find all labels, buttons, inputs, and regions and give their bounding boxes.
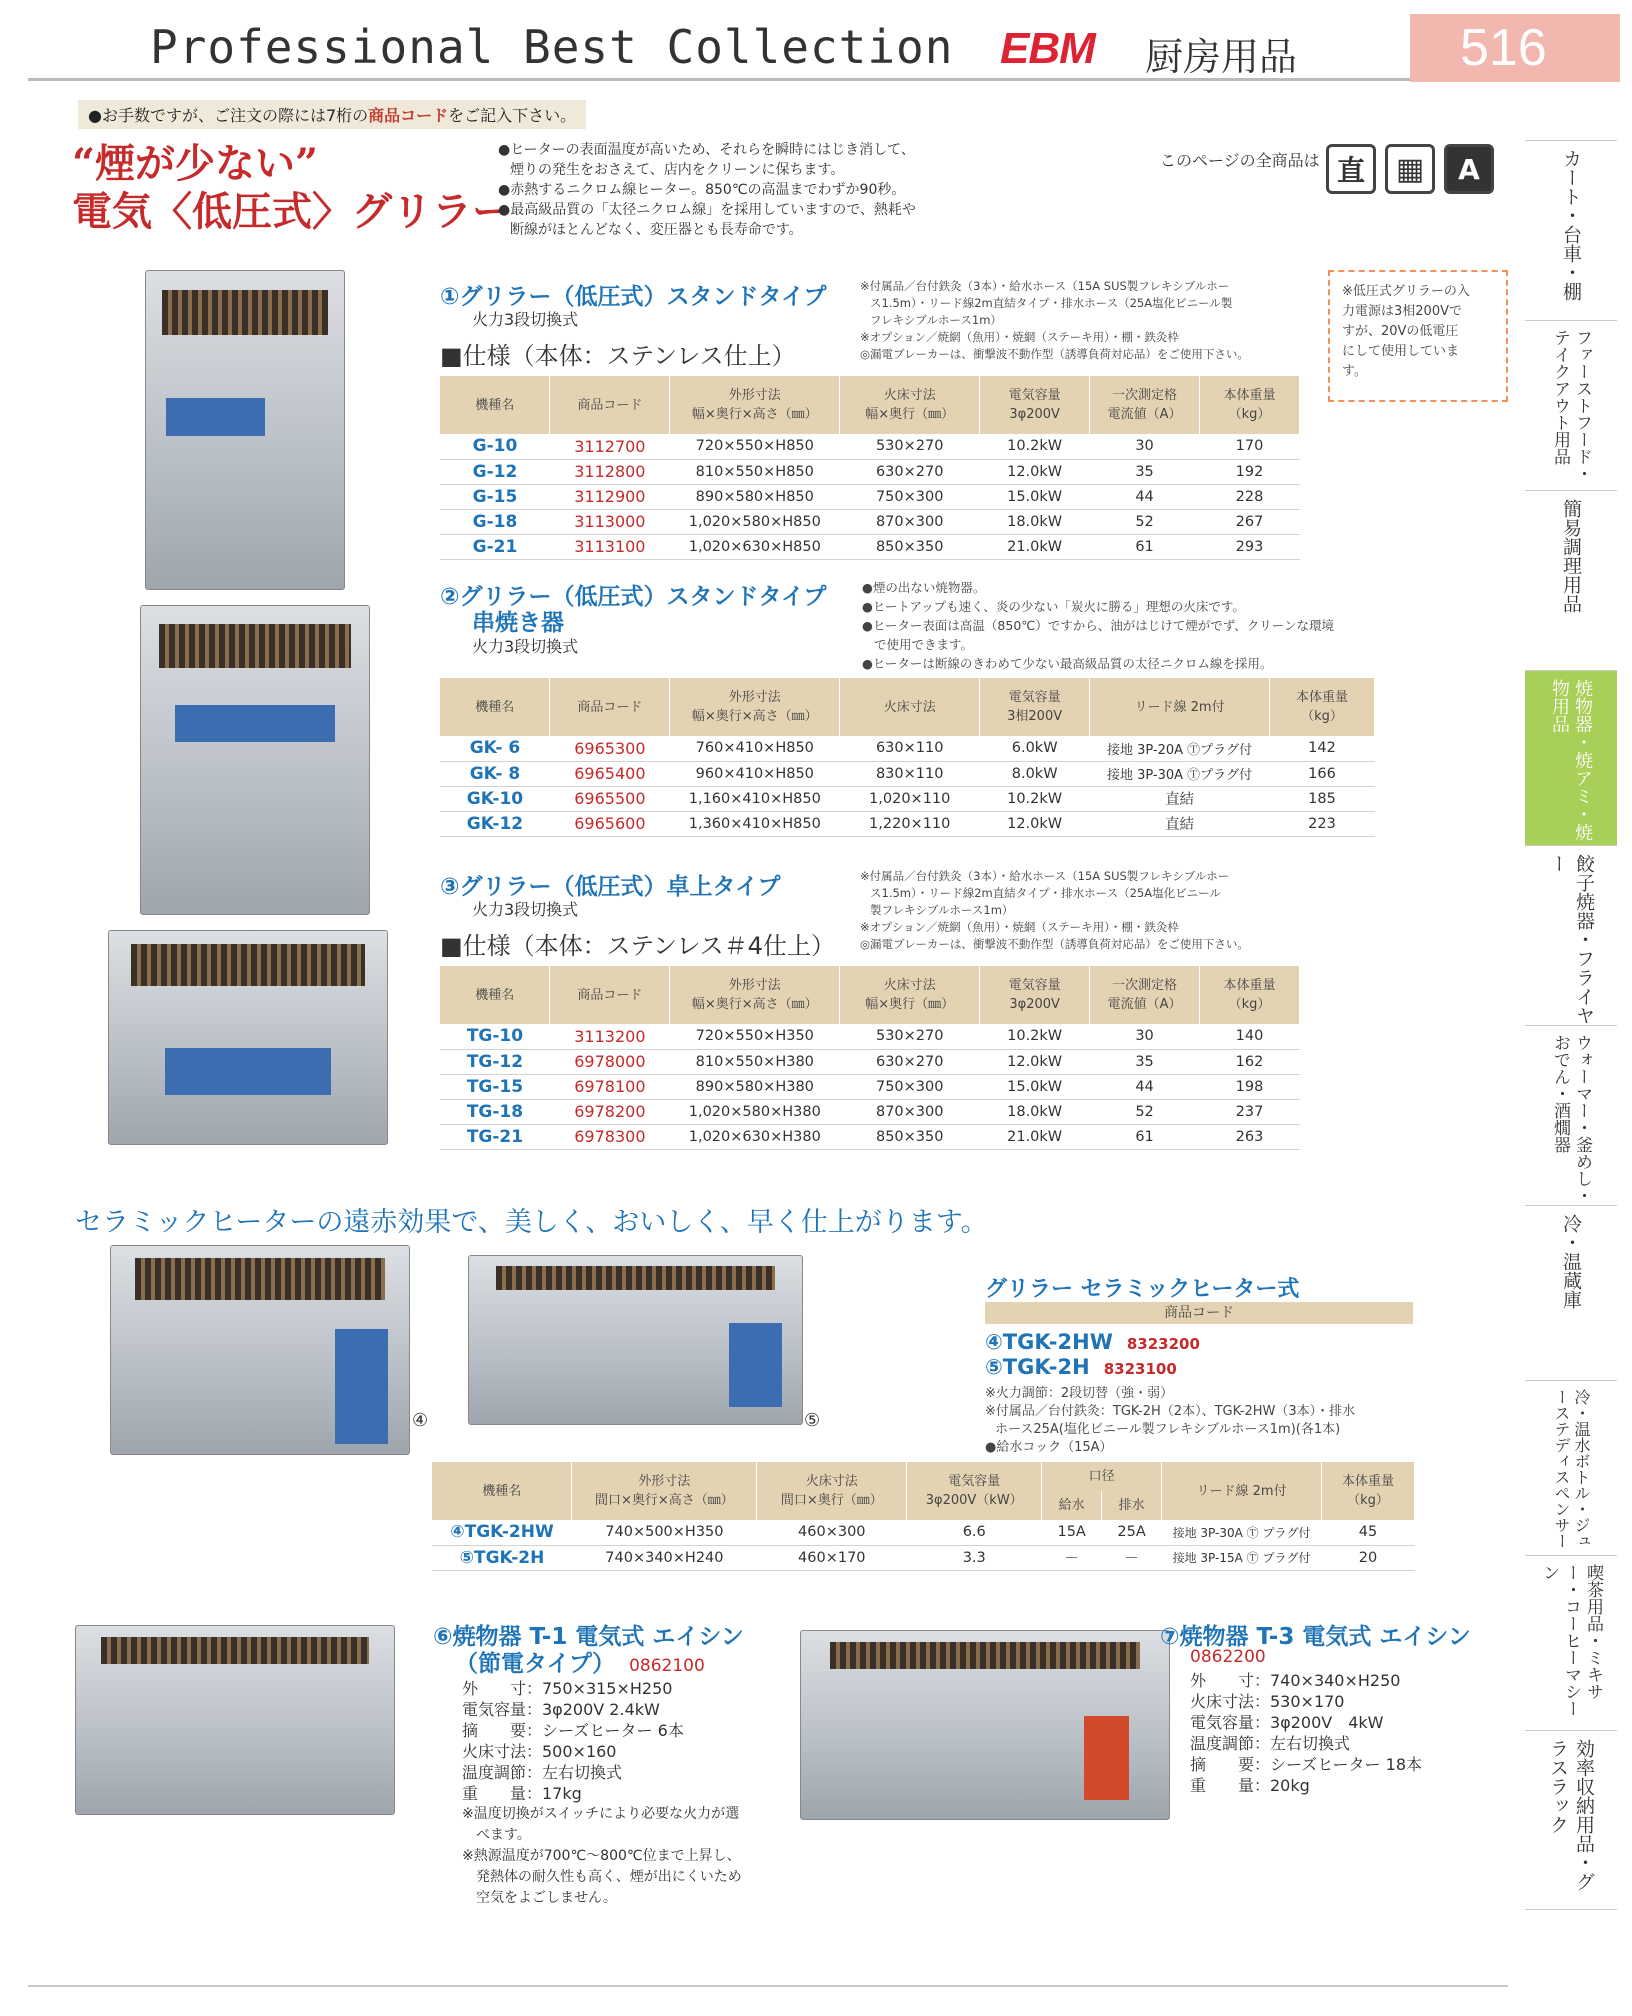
sidebar-label: 冷・温蔵庫 — [1560, 1214, 1582, 1309]
cell: 870×300 — [840, 1099, 980, 1124]
sidebar-label: 簡易調理用品 — [1560, 499, 1582, 613]
cell: 830×110 — [840, 761, 980, 786]
cell: 15.0kW — [980, 484, 1090, 509]
product-photo-t1 — [75, 1625, 395, 1815]
note-line: ※オプション／焼網（魚用）・焼網（ステーキ用）・棚・鉄灸枠 — [860, 330, 1179, 344]
intro-line: 断線がほとんどなく、変圧器とも長寿命です。 — [510, 222, 803, 238]
cell: － — [1102, 1545, 1162, 1570]
sidebar-item-water-bottle[interactable] — [1525, 1380, 1617, 1555]
cell: 61 — [1090, 1124, 1200, 1149]
cell: 263 — [1200, 1124, 1300, 1149]
note-line: ●給水コック（15A） — [985, 1440, 1113, 1455]
table-row — [440, 736, 1375, 761]
spec-line: ※温度切換がスイッチにより必要な火力が選 — [462, 1806, 740, 1822]
code-label-bar: 商品コード — [985, 1302, 1413, 1324]
col-header: 本体重量 （kg） — [1270, 678, 1375, 736]
page-headline — [72, 140, 512, 236]
col-header: リード線 2m付 — [1090, 678, 1270, 736]
cell: 18.0kW — [980, 1099, 1090, 1124]
sidebar-label: 喫茶用品・ミキサー・コーヒーマシーン — [1539, 1564, 1603, 1717]
cell: 直結 — [1090, 811, 1270, 836]
cell: 10.2kW — [980, 1024, 1090, 1049]
product-photo-g-series — [145, 270, 345, 590]
model-cell: GK- 8 — [440, 761, 550, 786]
cell: 15.0kW — [980, 1074, 1090, 1099]
photo-label-4: ④ — [412, 1410, 429, 1431]
section-7-title: ⑦焼物器 T-3 電気式 エイシン — [1160, 1624, 1471, 1650]
table-row — [440, 1024, 1300, 1049]
cell: 850×350 — [840, 534, 980, 559]
cell: 630×270 — [840, 1049, 980, 1074]
intro-line: ●ヒーターの表面温度が高いため、それらを瞬時にはじき消して、 — [498, 142, 915, 158]
cell: 接地 3P-20A Ⓣプラグ付 — [1090, 736, 1270, 761]
spec-table-1 — [440, 376, 1300, 560]
col-header: 電気容量 3φ200V — [980, 376, 1090, 434]
cell: 162 — [1200, 1049, 1300, 1074]
cell: 760×410×H850 — [670, 736, 840, 761]
cell: 20 — [1322, 1545, 1415, 1570]
model-cell: TG-18 — [440, 1099, 550, 1124]
section-1-title: ①グリラー（低圧式）スタンドタイプ — [440, 284, 827, 310]
cell: 740×340×H240 — [572, 1545, 757, 1570]
col-header: リード線 2m付 — [1162, 1462, 1322, 1520]
section-2-title-2: 串焼き器 — [472, 610, 564, 636]
table-row — [440, 459, 1300, 484]
col-header: 本体重量 （kg） — [1200, 966, 1300, 1024]
cell: 12.0kW — [980, 811, 1090, 836]
all-products-label: このページの全商品は — [1160, 151, 1320, 170]
cell: 12.0kW — [980, 1049, 1090, 1074]
code-cell: 3113100 — [550, 534, 670, 559]
cell: 10.2kW — [980, 434, 1090, 459]
cell: 30 — [1090, 1024, 1200, 1049]
intro-line: 煙りの発生をおさえて、店内をクリーンに保ちます。 — [510, 162, 845, 178]
code-cell: 3112800 — [550, 459, 670, 484]
cell: 460×170 — [757, 1545, 907, 1570]
model-cell: TG-15 — [440, 1074, 550, 1099]
spec-table-ceramic — [432, 1462, 1415, 1571]
col-header: 商品コード — [550, 678, 670, 736]
cell: 35 — [1090, 459, 1200, 484]
note-line: す。 — [1342, 364, 1367, 379]
code-cell: 6965400 — [550, 761, 670, 786]
cell: － — [1042, 1545, 1102, 1570]
note-line: にして使用していま — [1342, 344, 1460, 359]
bullet-line: ●煙の出ない焼物器。 — [862, 580, 986, 595]
note-line: ス1.5m）・リード線2m直結タイプ・排水ホース（25A塩化ビニール製 — [870, 296, 1233, 310]
cell: 267 — [1200, 509, 1300, 534]
model-code: 8323200 — [1126, 1335, 1200, 1353]
col-header: 機種名 — [440, 678, 550, 736]
bullet-line: ●ヒートアップも速く、炎の少ない「炭火に勝る」理想の火床です。 — [862, 599, 1245, 614]
model-cell: TG-12 — [440, 1049, 550, 1074]
note-line: ホース25A(塩化ビニール製フレキシブルホース1m)(各1本) — [995, 1422, 1341, 1437]
col-header: 火床寸法 間口×奥行（㎜） — [757, 1462, 907, 1520]
spec-line: 摘 要：シーズヒーター 18本 — [1190, 1755, 1423, 1774]
cell: 44 — [1090, 1074, 1200, 1099]
cell: 750×300 — [840, 484, 980, 509]
model-name: ④TGK-2HW — [985, 1330, 1113, 1354]
direct-icon: 直 — [1326, 144, 1376, 194]
cell: 185 — [1270, 786, 1375, 811]
spec-line: ※熱源温度が700℃～800℃位まで上昇し、 — [462, 1848, 741, 1864]
col-header: 外形寸法 幅×奥行×高さ（㎜） — [670, 678, 840, 736]
col-header: 電気容量 3φ200V（kW） — [907, 1462, 1042, 1520]
cell: 223 — [1270, 811, 1375, 836]
spec-line: 重 量：20kg — [1190, 1776, 1310, 1795]
cell: 530×270 — [840, 1024, 980, 1049]
cell: 21.0kW — [980, 1124, 1090, 1149]
section-6-title: ⑥焼物器 T-1 電気式 エイシン — [433, 1624, 744, 1650]
cell: 1,360×410×H850 — [670, 811, 840, 836]
spec-line: 電気容量：3φ200V 4kW — [1190, 1713, 1384, 1732]
building-icon: ▦ — [1385, 144, 1435, 194]
model-cell: ④TGK-2HW — [432, 1520, 572, 1545]
note-line: ◎漏電ブレーカーは、衝撃波不動作型（誘導負荷対応品）をご使用下さい。 — [860, 347, 1249, 361]
table-row — [440, 484, 1300, 509]
spec-line: 火床寸法：530×170 — [1190, 1692, 1345, 1711]
sidebar-item-warmer[interactable] — [1525, 1025, 1617, 1205]
section-1-spec: ■仕様（本体：ステンレス仕上） — [440, 342, 796, 370]
code-cell: 6965500 — [550, 786, 670, 811]
cell: 293 — [1200, 534, 1300, 559]
cell: 192 — [1200, 459, 1300, 484]
bullet-line: ●ヒーター表面は高温（850℃）ですから、油がはじけて煙がでず、クリーンな環境 — [862, 618, 1335, 633]
sidebar-label: 冷・温水ボトル・ジューステディスペンサー — [1552, 1389, 1591, 1549]
product-photo-t3 — [800, 1630, 1170, 1820]
sidebar-label: ファーストフード・テイクアウト用品 — [1550, 329, 1592, 482]
code-cell: 6978000 — [550, 1049, 670, 1074]
table-row — [440, 1099, 1300, 1124]
low-voltage-note — [1328, 270, 1508, 402]
bullet-line: で使用できます。 — [874, 637, 974, 652]
cell: 接地 3P-30A Ⓣ プラグ付 — [1162, 1520, 1322, 1545]
section-1-subtitle: 火力3段切換式 — [472, 310, 579, 329]
note-line: ※付属品／台付鉄灸（3本）・給水ホース（15A SUS製フレキシブルホー — [860, 869, 1230, 883]
cell: 142 — [1270, 736, 1375, 761]
product-photo-tgk-2h — [468, 1255, 803, 1425]
sidebar-label: 餃子焼器・フライヤー — [1547, 854, 1595, 1025]
ceramic-model-1 — [985, 1330, 1200, 1354]
code-cell: 3113000 — [550, 509, 670, 534]
cell: 6.6 — [907, 1520, 1042, 1545]
intro-line: ●赤熱するニクロム線ヒーター。850℃の高温までわずか90秒。 — [498, 182, 906, 198]
note-line: すが、20Vの低電圧 — [1342, 324, 1459, 339]
col-header: 排水 — [1102, 1491, 1162, 1520]
cell: 740×500×H350 — [572, 1520, 757, 1545]
cell: 720×550×H850 — [670, 434, 840, 459]
spec-line: 温度調節：左右切換式 — [462, 1763, 623, 1782]
cell: 237 — [1200, 1099, 1300, 1124]
code-cell: 6978200 — [550, 1099, 670, 1124]
table-row — [440, 811, 1375, 836]
table-row — [440, 434, 1300, 459]
category-label: 厨房用品 — [1145, 35, 1298, 79]
section-1-notes — [860, 278, 1249, 363]
section-3-subtitle: 火力3段切換式 — [472, 900, 579, 919]
cell: 接地 3P-30A Ⓣプラグ付 — [1090, 761, 1270, 786]
cell: 810×550×H850 — [670, 459, 840, 484]
spec-table-3 — [440, 966, 1300, 1150]
col-header: 外形寸法 幅×奥行×高さ（㎜） — [670, 376, 840, 434]
section-7-specs — [1190, 1670, 1422, 1796]
cell: 8.0kW — [980, 761, 1090, 786]
cell: 1,020×580×H380 — [670, 1099, 840, 1124]
sidebar-label: ウォーマー・釜めし・おでん・酒燗器 — [1550, 1034, 1592, 1204]
intro-line: ●最高級品質の「太径ニクロム線」を採用していますので、熱耗や — [498, 202, 916, 218]
col-header: 電気容量 3相200V — [980, 678, 1090, 736]
cell: 1,220×110 — [840, 811, 980, 836]
table-row — [440, 1074, 1300, 1099]
table-row — [432, 1545, 1415, 1570]
col-header: 商品コード — [550, 376, 670, 434]
cell: 1,020×630×H850 — [670, 534, 840, 559]
col-header: 本体重量 （kg） — [1200, 376, 1300, 434]
spec-line: 重 量：17kg — [462, 1784, 582, 1803]
note-line: 製フレキシブルホース1m） — [870, 903, 1014, 917]
table-row — [440, 1049, 1300, 1074]
sidebar-item-cold-warm-storage[interactable] — [1525, 1205, 1617, 1380]
cell: 720×550×H350 — [670, 1024, 840, 1049]
cell: 1,020×580×H850 — [670, 509, 840, 534]
sidebar-label: カート・台車・棚 — [1560, 149, 1582, 301]
ceramic-title: グリラー セラミックヒーター式 — [985, 1277, 1300, 1302]
intro-text — [498, 140, 916, 240]
sidebar-item-coffee[interactable] — [1525, 1555, 1617, 1730]
sidebar-item-fastfood[interactable] — [1525, 320, 1617, 490]
cell: 460×300 — [757, 1520, 907, 1545]
product-photo-gk-series — [140, 605, 370, 915]
cell: 25A — [1102, 1520, 1162, 1545]
headline-line-2: 電気〈低圧式〉グリラー — [72, 188, 512, 235]
col-header: 給水 — [1042, 1491, 1102, 1520]
col-header: 火床寸法 — [840, 678, 980, 736]
section-6-specs — [462, 1678, 742, 1909]
spec-line: 空気をよごしません。 — [462, 1890, 617, 1906]
order-notice — [78, 100, 586, 129]
section-6-code: 0862100 — [629, 1656, 705, 1676]
cell: 3.3 — [907, 1545, 1042, 1570]
col-header: 口径 — [1042, 1462, 1162, 1491]
sidebar-item-gyoza-fryer[interactable] — [1525, 845, 1617, 1025]
page-number: 516 — [1460, 19, 1547, 77]
spec-line: 温度調節：左右切換式 — [1190, 1734, 1351, 1753]
ceramic-notes — [985, 1385, 1355, 1457]
sidebar-label: 焼物器・焼アミ・焼物用品 — [1549, 679, 1593, 841]
cell: 170 — [1200, 434, 1300, 459]
model-cell: G-18 — [440, 509, 550, 534]
cell: 1,160×410×H850 — [670, 786, 840, 811]
note-line: ※火力調節：2段切替（強・弱） — [985, 1386, 1174, 1401]
model-cell: G-21 — [440, 534, 550, 559]
table-row — [440, 1124, 1300, 1149]
cell: 直結 — [1090, 786, 1270, 811]
cell: 44 — [1090, 484, 1200, 509]
col-header: 機種名 — [432, 1462, 572, 1520]
sidebar-item-cart[interactable] — [1525, 140, 1617, 320]
product-photo-tg-series — [108, 930, 388, 1145]
model-name: ⑤TGK-2H — [985, 1355, 1090, 1379]
photo-label-5: ⑤ — [804, 1410, 821, 1431]
model-cell: G-12 — [440, 459, 550, 484]
cell: 1,020×110 — [840, 786, 980, 811]
brand-logo: EBM — [1000, 24, 1095, 73]
footer-divider — [28, 1985, 1508, 1987]
sidebar-item-simple-cooking[interactable] — [1525, 490, 1617, 670]
section-3-spec: ■仕様（本体：ステンレス＃4仕上） — [440, 932, 835, 960]
cell: 530×270 — [840, 434, 980, 459]
cell: 228 — [1200, 484, 1300, 509]
cell: 61 — [1090, 534, 1200, 559]
code-cell: 6965600 — [550, 811, 670, 836]
model-cell: TG-21 — [440, 1124, 550, 1149]
sidebar-item-storage[interactable] — [1525, 1730, 1617, 1910]
model-cell: TG-10 — [440, 1024, 550, 1049]
cell: 750×300 — [840, 1074, 980, 1099]
note-line: ス1.5m）・リード線2m直結タイプ・排水ホース（25A塩化ビニール — [870, 886, 1221, 900]
sidebar-item-grill[interactable] — [1525, 670, 1617, 845]
truck-a-icon: A — [1444, 144, 1494, 194]
notice-text-end: をご記入下さい。 — [448, 106, 577, 125]
cell: 15A — [1042, 1520, 1102, 1545]
note-line: ※付属品／台付鉄灸（3本）・給水ホース（15A SUS製フレキシブルホー — [860, 279, 1230, 293]
note-line: ※付属品／台付鉄灸：TGK-2H（2本）、TGK-2HW（3本）・排水 — [985, 1404, 1356, 1419]
code-cell: 3112700 — [550, 434, 670, 459]
product-photo-tgk-2hw — [110, 1245, 410, 1455]
spec-line: 火床寸法：500×160 — [462, 1742, 617, 1761]
section-3-title: ③グリラー（低圧式）卓上タイプ — [440, 874, 781, 900]
cell: 810×550×H380 — [670, 1049, 840, 1074]
cell: 850×350 — [840, 1124, 980, 1149]
cell: 52 — [1090, 1099, 1200, 1124]
note-line: 力電源は3相200Vで — [1342, 304, 1462, 319]
notice-highlight: 商品コード — [368, 106, 449, 125]
spec-line: 外 寸：740×340×H250 — [1190, 1671, 1401, 1690]
section-6-subtitle: （節電タイプ） — [455, 1651, 616, 1677]
table-row — [440, 761, 1375, 786]
model-cell: ⑤TGK-2H — [432, 1545, 572, 1570]
cell: 30 — [1090, 434, 1200, 459]
section-2-subtitle: 火力3段切換式 — [472, 637, 579, 656]
headline-line-1: “煙が少ない” — [72, 140, 319, 187]
col-header: 商品コード — [550, 966, 670, 1024]
cell: 960×410×H850 — [670, 761, 840, 786]
bullet-line: ●ヒーターは断線のきわめて少ない最高級品質の太径ニクロム線を採用。 — [862, 656, 1273, 671]
spec-line: 電気容量：3φ200V 2.4kW — [462, 1700, 660, 1719]
note-line: フレキシブルホース1m） — [870, 313, 1002, 327]
note-line: ※オプション／焼網（魚用）・焼網（ステーキ用）・棚・鉄灸枠 — [860, 920, 1179, 934]
spec-line: 外 寸：750×315×H250 — [462, 1679, 673, 1698]
cell: 890×580×H380 — [670, 1074, 840, 1099]
table-row — [440, 534, 1300, 559]
model-cell: GK- 6 — [440, 736, 550, 761]
spec-table-2 — [440, 678, 1375, 837]
section-2-bullets — [862, 578, 1334, 673]
section-3-notes — [860, 868, 1249, 953]
cell: 接地 3P-15A Ⓣ プラグ付 — [1162, 1545, 1322, 1570]
cell: 166 — [1270, 761, 1375, 786]
table-row — [440, 509, 1300, 534]
col-header: 機種名 — [440, 376, 550, 434]
ceramic-headline: セラミックヒーターの遠赤効果で、美しく、おいしく、早く仕上がります。 — [75, 1207, 988, 1238]
code-cell: 3112900 — [550, 484, 670, 509]
model-cell: GK-12 — [440, 811, 550, 836]
col-header: 機種名 — [440, 966, 550, 1024]
col-header: 火床寸法 幅×奥行（㎜） — [840, 966, 980, 1024]
note-line: ◎漏電ブレーカーは、衝撃波不動作型（誘導負荷対応品）をご使用下さい。 — [860, 937, 1249, 951]
col-header: 外形寸法 幅×奥行×高さ（㎜） — [670, 966, 840, 1024]
note-line: ※低圧式グリラーの入 — [1342, 284, 1470, 299]
spec-line: 摘 要：シーズヒーター 6本 — [462, 1721, 684, 1740]
notice-text: ●お手数ですが、ご注文の際には7桁の — [88, 106, 369, 125]
col-header: 本体重量 （kg） — [1322, 1462, 1415, 1520]
model-cell: G-10 — [440, 434, 550, 459]
sidebar-label: 効率収納用品・グラスラック — [1547, 1739, 1595, 1891]
section-6-title-2 — [455, 1645, 705, 1678]
code-cell: 6978300 — [550, 1124, 670, 1149]
model-cell: GK-10 — [440, 786, 550, 811]
cell: 21.0kW — [980, 534, 1090, 559]
col-header: 外形寸法 間口×奥行×高さ（㎜） — [572, 1462, 757, 1520]
model-cell: G-15 — [440, 484, 550, 509]
code-cell: 6965300 — [550, 736, 670, 761]
cell: 52 — [1090, 509, 1200, 534]
section-7-code: 0862200 — [1190, 1647, 1266, 1667]
table-row — [432, 1520, 1415, 1545]
cell: 198 — [1200, 1074, 1300, 1099]
model-code: 8323100 — [1103, 1360, 1177, 1378]
spec-line: べます。 — [462, 1827, 531, 1843]
cell: 1,020×630×H380 — [670, 1124, 840, 1149]
cell: 18.0kW — [980, 509, 1090, 534]
col-header: 火床寸法 幅×奥行（㎜） — [840, 376, 980, 434]
table-row — [440, 786, 1375, 811]
cell: 45 — [1322, 1520, 1415, 1545]
cell: 630×270 — [840, 459, 980, 484]
cell: 12.0kW — [980, 459, 1090, 484]
cell: 35 — [1090, 1049, 1200, 1074]
ceramic-model-2 — [985, 1355, 1177, 1379]
cell: 630×110 — [840, 736, 980, 761]
col-header: 一次測定格 電流値（A） — [1090, 376, 1200, 434]
spec-line: 発熱体の耐久性も高く、煙が出にくいため — [462, 1869, 742, 1885]
cell: 6.0kW — [980, 736, 1090, 761]
code-cell: 3113200 — [550, 1024, 670, 1049]
cell: 890×580×H850 — [670, 484, 840, 509]
cell: 10.2kW — [980, 786, 1090, 811]
cell: 870×300 — [840, 509, 980, 534]
catalog-title: Professional Best Collection — [150, 20, 954, 74]
section-2-title: ②グリラー（低圧式）スタンドタイプ — [440, 584, 827, 610]
code-cell: 6978100 — [550, 1074, 670, 1099]
cell: 140 — [1200, 1024, 1300, 1049]
col-header: 電気容量 3φ200V — [980, 966, 1090, 1024]
col-header: 一次測定格 電流値（A） — [1090, 966, 1200, 1024]
